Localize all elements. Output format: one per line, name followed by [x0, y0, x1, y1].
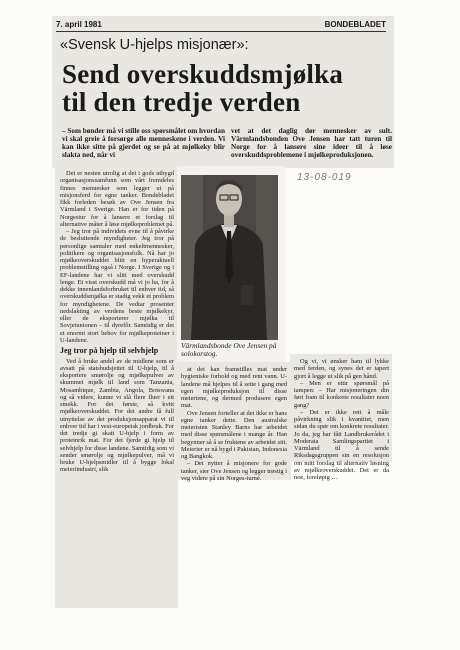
portrait-illustration	[181, 175, 278, 340]
article-column-1	[60, 170, 174, 606]
paragraph: Og vi, vi ønsker ham til lykke med ferden, og synes det er tapert gjort å legge ut slik på gen hånd.	[294, 358, 389, 380]
newspaper-name: BONDEBLADET	[324, 20, 386, 29]
newspaper-header	[56, 20, 386, 32]
issue-date: 7. april 1981	[56, 20, 102, 29]
kicker: «Svensk U-hjelps misjonær»:	[60, 37, 249, 53]
headline-line-1: Send overskuddsmjølka	[62, 59, 344, 89]
article-column-3	[294, 358, 389, 481]
portrait-photo	[181, 175, 278, 340]
paragraph: Ove Jensen forteller at det ikke er hans egne tanker dette. Den australske meieristen Stanley Barns har arbeidet med disse spørsmålene i mange år. Han begynner så å se fruktene av arbeidet sitt. Meierier er nå bygd i Pakistan, Indonesia og Bangkok.	[181, 409, 287, 460]
ingress-right: vet at det daglig dør mennesker av sult. Värmlandsbonden Ove Jensen har tatt turen til Norge for å lansere sine ideer til å løse overskuddsproblemene i mjølkeproduksjonen.	[231, 127, 392, 160]
paragraph: Ved å bruke andel av de midlene som er avsatt på statsbudsjettet til U-hjelp, til å eksportere smørolje og mjølkepulver av skummet mjølk til land som Tanzania, Mosambique, Zambia, Angola, Botswana og så videre, kunne vi slå flere fluer i ett smekk. For det første, så kvitt mjølkeoverskuddet. For det andre få full utnyttelse av det produksjonsapparat vi til enhver tid har i vest-europeisk jordbruk. For det tredje gi skatt U-hjelp i form av proteinrik mat. For det fjerde gi hjelp til selvhjelp for disse landene. Samtidig som vi sender smørolje og mjølkepulver, må vi bruke U-hjelpsmidler til å bygge lokal meieriindustri, slik	[60, 357, 174, 474]
paragraph: – Det er ikke rett å måle påvirkning slik i kvantitet, men sidan du spør om konkrete resultater. Jo da, jeg har fått Landbrukerådet i Moderata Samlingspartiet i Värmland til å sende Riksdagsgruppen sin en resolusjon om mitt forslag til alternativ løsning av mjølkeoverskuddet. Det er da noe, foreløpig …	[294, 408, 389, 481]
paragraph: – Jeg tror på individets evne til å påvirke de besluttende myndigheter. Jeg tror på personlige samtaler med enkeltmennesker, politikere og organisasjonsfolk. Nå har jo mjølkeoverskuddet blitt en hyperaktuell problemstilling også i Norge. I Sverige og i EF-landene har vi slitt med overskudd lenge. Et visst overskudd må vi jo ha, for å dekke innenlandsforbruket til enhver tid, så overskuddsmjølka er stadig vekk et problem for myndighetene. De vedtar prosenter nedslakting av verdens beste mjølkekyr, eller de eksporterer mjølka til Sovjetunionen – til dyrefôr. Samtidig er det et enormt stort behov for mjølkeproteiner i U-landene.	[60, 228, 174, 344]
paragraph: Det er nesten utrolig at det i gods utbygd organisasjonssamfunn som vårt fremdeles finnes mennesker som legger ut på misjonsferd for egne tanker. Bondebladet fikk forleden besøk av Ove Jensen fra Värmland i Sverige. Han er for tiden på Norgestur for å lansere et forslag til alternative måter å løse mjølkeproblemet på.	[60, 170, 174, 228]
article-column-2	[181, 366, 287, 482]
paragraph: – Det nytter å misjonere for gode tanker, sier Ove Jensen og legger trøstig i veg videre på sin Norges-turné.	[181, 460, 287, 482]
headline-line-2: til den tredje verden	[62, 87, 301, 117]
photo-caption: Värmlandsbonde Ove Jensen på solokorstog.	[181, 341, 277, 358]
ingress-left: – Som bønder må vi stille oss spørsmålet om hvordan vi skal greie å forsørge alle menneskene i verden. Vi kan ikke sitte på gjerdet og se på at mjølkeky blir slakta ned, når vi	[62, 127, 225, 160]
headline	[62, 60, 392, 116]
archive-stamp: 13-08-019	[297, 172, 352, 183]
subheading: Jeg tror på hjelp til selvhjelp	[60, 346, 159, 355]
paragraph: – Men er ettir spørsmål på tampen: – Har misjoneringen din ført fram til konkrete resultater noen gang?	[294, 379, 389, 409]
paragraph: at det kan framstilles mat under hygieniske forhold og med rent vann. U-landene må hjelpes til å sette i gang med egen mjølkeproduksjon til disse meieriene, og dermed produsere egen mat.	[181, 366, 287, 410]
